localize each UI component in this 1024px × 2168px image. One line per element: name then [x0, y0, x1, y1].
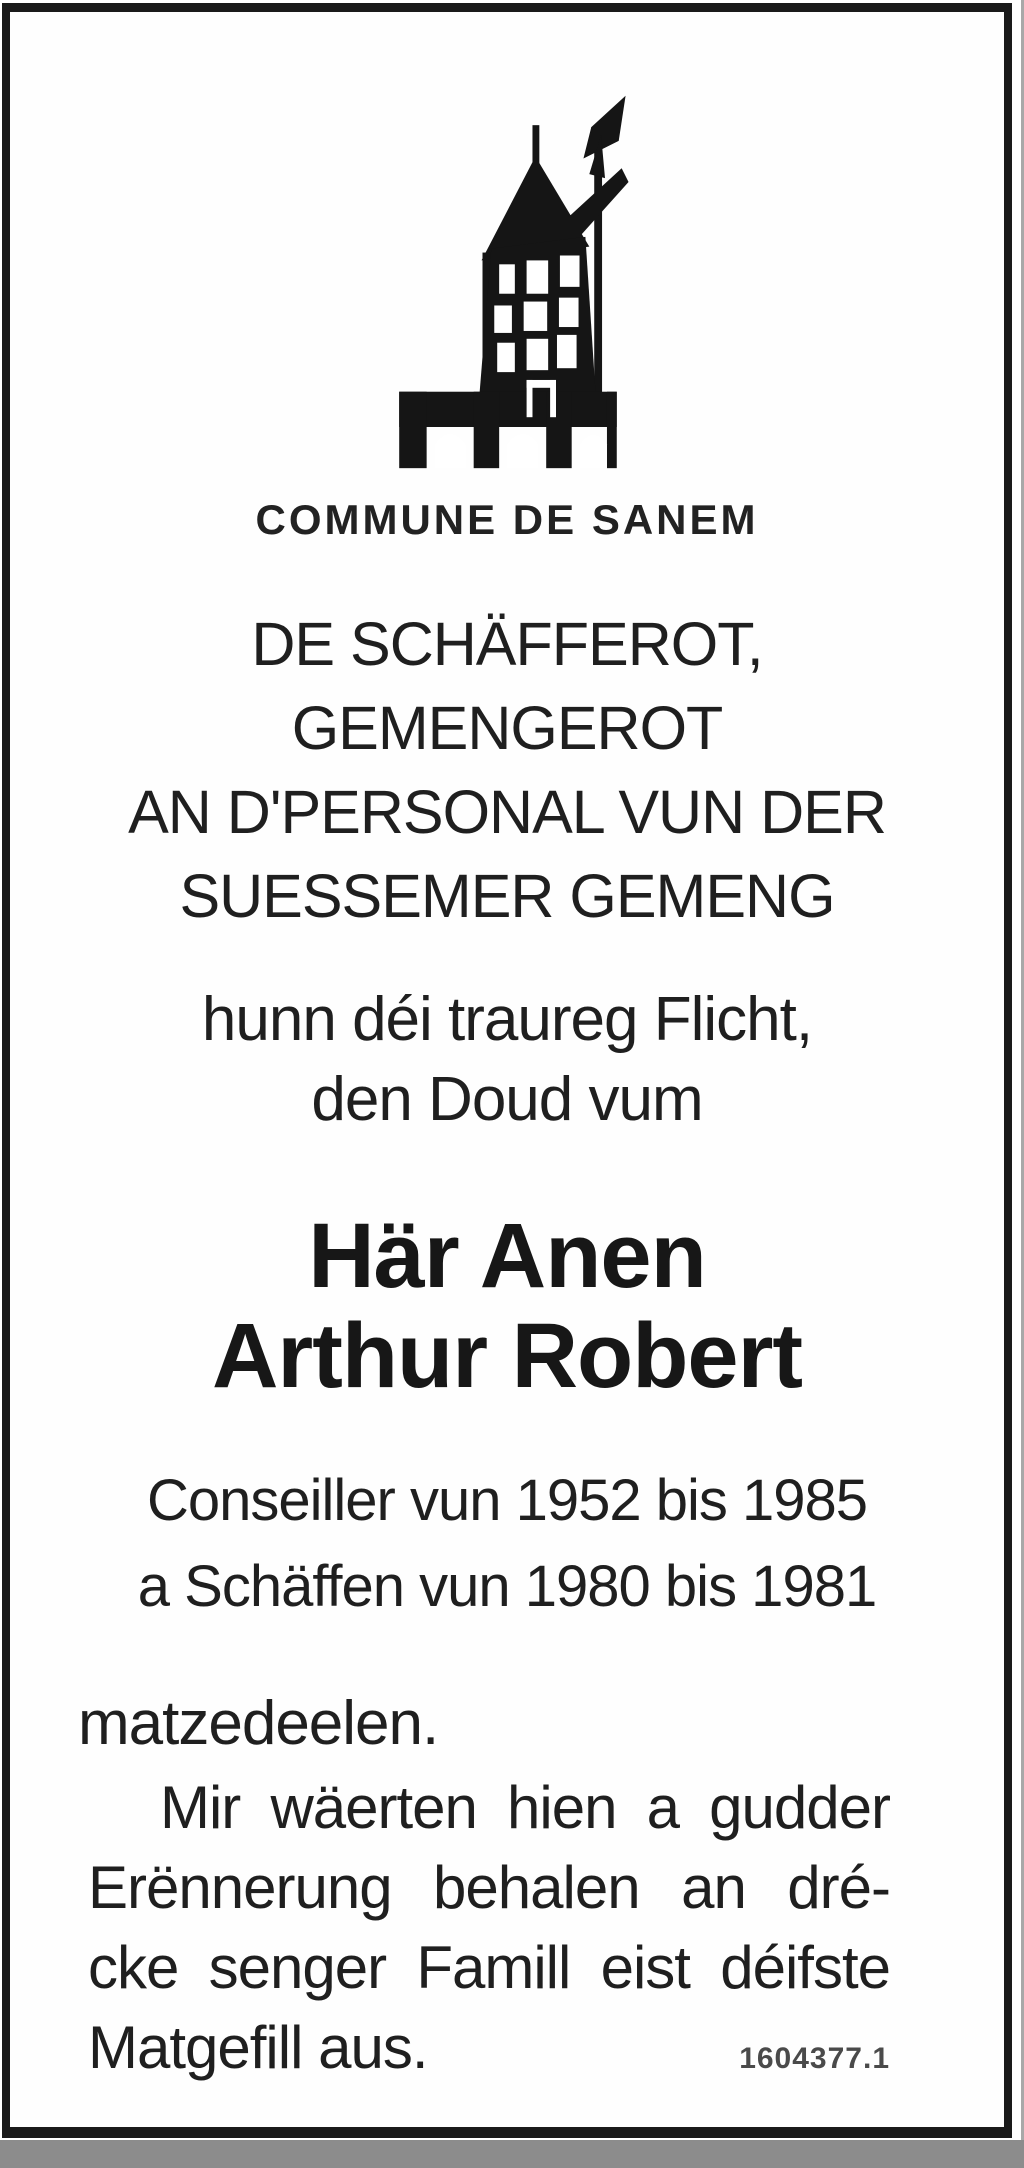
mandate-line: a Schäffen vun 1980 bis 1981 — [137, 1554, 877, 1619]
organization-name: COMMUNE DE SANEM — [255, 496, 759, 543]
condolence-line: Erënnerung behalen an dré- — [88, 1854, 890, 1921]
notice-content — [10, 12, 1004, 2099]
condolence-line: Matgefill aus. — [88, 2014, 428, 2081]
logo-container — [10, 12, 1004, 476]
condolence-line: Mir wäerten hien a gudder — [160, 1774, 890, 1841]
intro-block — [10, 980, 1004, 1140]
intro-line: hunn déi traureg Flicht, — [201, 985, 813, 1054]
condolence-line: cke senger Famill eist déifste — [88, 1934, 890, 2001]
announce-word: matzedeelen. — [78, 1689, 439, 1758]
sender-line: GEMENGEROT — [291, 694, 723, 762]
sender-line: DE SCHÄFFEROT, — [251, 610, 763, 678]
scan-bottom-strip — [0, 2140, 1024, 2168]
sender-line: AN D'PERSONAL VUN DER — [128, 778, 886, 846]
condolence-last-line — [88, 2008, 890, 2099]
sender-block — [10, 602, 1004, 938]
condolence-paragraph — [10, 1768, 1004, 2099]
sender-line: SUESSEMER GEMENG — [179, 862, 835, 930]
commune-sanem-castle-bridge-logo-icon — [381, 84, 633, 476]
deceased-name — [10, 1206, 1004, 1406]
intro-line: den Doud vum — [311, 1065, 703, 1134]
reference-number: 1604377.1 — [739, 2042, 890, 2075]
mandate-line: Conseiller vun 1952 bis 1985 — [146, 1468, 868, 1533]
death-notice-card — [2, 3, 1012, 2138]
deceased-name-line: Här Anen — [308, 1205, 706, 1307]
mandate-block — [10, 1458, 1004, 1630]
deceased-name-line: Arthur Robert — [211, 1305, 803, 1407]
